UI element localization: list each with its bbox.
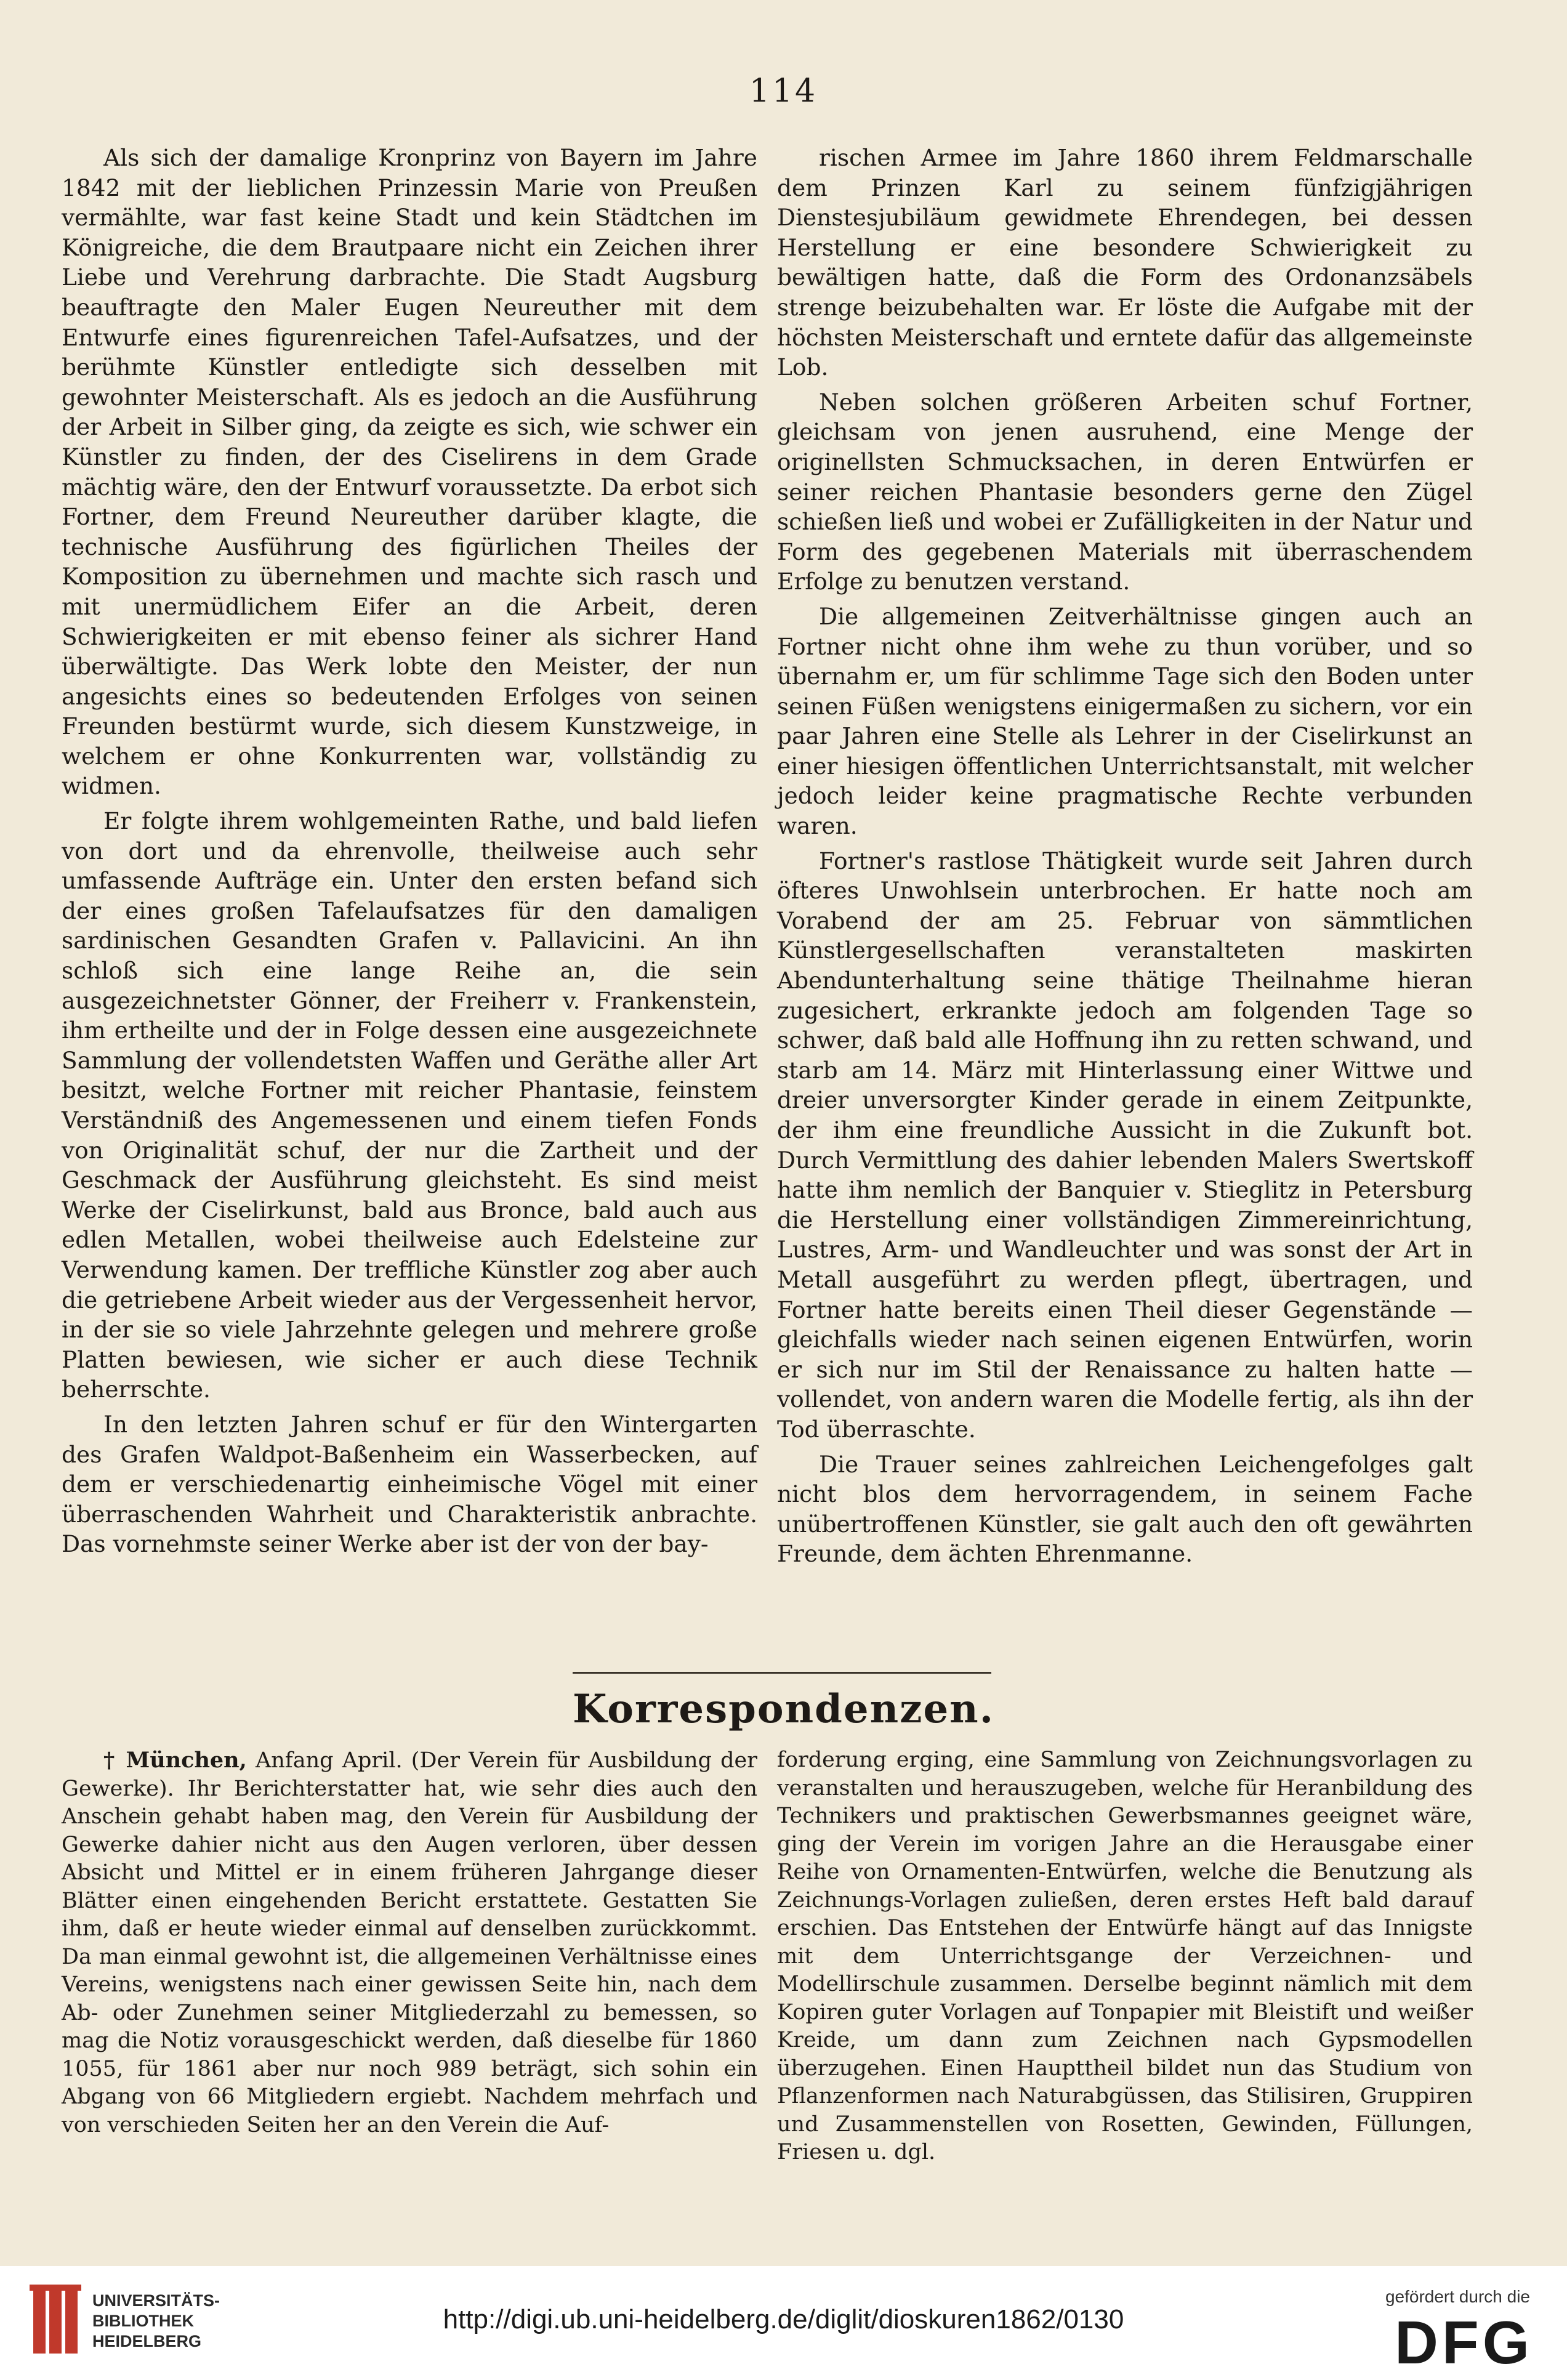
page-number: 114 [749,73,818,110]
section-divider [573,1672,991,1674]
correspondence-column-left [62,1746,757,2139]
funded-by-label: gefördert durch die [1385,2287,1530,2306]
paragraph: Neben solchen größeren Arbeiten schuf Fortner, gleichsam von jenen ausruhend, eine Menge der originellsten Schmucksachen, in deren Entwürfen er seiner reichen Phantasie besonders gerne den Zügel schießen ließ und wobei er Zufälligkeiten in der Natur und Form des gegebenen Materials mit überraschendem Erfolge zu benutzen verstand. [777,388,1473,595]
section-heading: Korrespondenzen. [573,1686,994,1732]
paragraph-text: Anfang April. (Der Verein für Ausbildung der Gewerke). Ihr Berichterstatter hat, wie sehr dies auch den Anschein gehabt haben mag, den Verein für Ausbildung der Gewerke dahier nicht aus den Augen verloren, über dessen Absicht und Mittel er in einem früheren Jahrgange dieser Blätter einen eingehenden Bericht erstattete. Gestatten Sie ihm, daß er heute wieder einmal auf denselben zurückkommt. Da man einmal gewohnt ist, die allgemeinen Verhältnisse eines Vereins, wenigstens nach einer gewissen Seite hin, nach dem Ab- oder Zunehmen seiner Mitgliederzahl zu bemessen, so mag die Notiz vorausgeschickt werden, daß dieselbe für 1860 1055, für 1861 aber nur noch 989 beträgt, sich sohin ein Abgang von 66 Mitgliedern ergiebt. Nachdem mehrfach und von verschieden Seiten her an den Verein die Auf- [62,1748,757,2137]
paragraph: Als sich der damalige Kronprinz von Bayern im Jahre 1842 mit der lieblichen Prinzessin Marie von Preußen vermählte, war fast keine Stadt und kein Städtchen im Königreiche, die dem Brautpaare nicht ein Zeichen ihrer Liebe und Verehrung darbrachte. Die Stadt Augsburg beauftragte den Maler Eugen Neureuther mit dem Entwurfe eines figurenreichen Tafel-Aufsatzes, und der berühmte Künstler entledigte sich desselben mit gewohnter Meisterschaft. Als es jedoch an die Ausführung der Arbeit in Silber ging, da zeigte es sich, wie schwer ein Künstler zu finden, der des Ciselirens in dem Grade mächtig wäre, den der Entwurf voraussetzte. Da erbot sich Fortner, dem Freund Neureuther darüber klagte, die technische Ausführung des figürlichen Theiles der Komposition zu übernehmen und machte sich rasch und mit unermüdlichem Eifer an die Arbeit, deren Schwierigkeiten er mit ebenso feiner als sichrer Hand überwältigte. Das Werk lobte den Meister, der nun angesichts eines so bedeutenden Erfolges von seinen Freunden bestürmt wurde, sich diesem Kunstzweige, in welchem er ohne Konkurrenten war, vollständig zu widmen. [62,144,757,800]
paragraph: In den letzten Jahren schuf er für den Wintergarten des Grafen Waldpot-Baßenheim ein Wasserbecken, auf dem er verschiedenartig einheimische Vögel mit einer überraschenden Wahrheit und Charakteristik anbrachte. Das vornehmste seiner Werke aber ist der von der bay- [62,1410,757,1558]
library-name-line: UNIVERSITÄTS- [92,2291,220,2310]
paragraph: Die Trauer seines zahlreichen Leichengefolges galt nicht blos dem hervorragendem, in seinem Fache unübertroffenen Künstler, sie galt auch den oft gewährten Freunde, dem ächten Ehrenmanne. [777,1450,1473,1568]
paragraph: Fortner's rastlose Thätigkeit wurde seit Jahren durch öfteres Unwohlsein unterbrochen. Er hatte noch am Vorabend der am 25. Februar von sämmtlichen Künstlergesellschaften veranstalteten maskirten Abendunterhaltung seine thätige Theilnahme hieran zugesichert, erkrankte jedoch am folgenden Tage so schwer, daß bald alle Hoffnung ihn zu retten schwand, und starb am 14. März mit Hinterlassung einer Wittwe und dreier unversorgter Kinder gerade in einem Zeitpunkte, der ihm eine freundliche Aussicht in die Zukunft bot. Durch Vermittlung des dahier lebenden Malers Swertskoff hatte ihm nemlich der Banquier v. Stieglitz in Petersburg die Herstellung einer vollständigen Zimmereinrichtung, Lustres, Arm- und Wandleuchter und was sonst der Art in Metall ausgeführt zu werden pflegt, übertragen, und Fortner hatte bereits einen Theil dieser Gegenstände — gleichfalls wieder nach seinen eigenen Entwürfen, worin er sich nur im Stil der Renaissance zu halten hatte — vollendet, von andern waren die Modelle fertig, als ihn der Tod überraschte. [777,847,1473,1443]
paragraph: Er folgte ihrem wohlgemeinten Rathe, und bald liefen von dort und da ehrenvolle, theilweise auch sehr umfassende Aufträge ein. Unter den ersten befand sich der eines großen Tafelaufsatzes für den damaligen sardinischen Gesandten Grafen v. Pallavicini. An ihn schloß sich eine lange Reihe an, die sein ausgezeichnetster Gönner, der Freiherr v. Frankenstein, ihm ertheilte und der in Folge dessen eine ausgezeichnete Sammlung der vollendetsten Waffen und Geräthe aller Art besitzt, welche Fortner mit reicher Phantasie, feinstem Verständniß des Angemessenen und einem tiefen Fonds von Originalität schuf, der nur die Zartheit und der Geschmack der Ausführung gleichsteht. Es sind meist Werke der Ciselirkunst, bald aus Bronce, bald auch aus edlen Metallen, wobei theilweise auch Edelsteine zur Verwendung kamen. Der treffliche Künstler zog aber auch die getriebene Arbeit wieder aus der Vergessenheit hervor, in der sie so viele Jahrzehnte gelegen und mehrere große Platten bewiesen, wie sicher er auch diese Technik beherrschte. [62,807,757,1403]
footer-bar [0,2266,1567,2380]
article-column-right [777,143,1473,1569]
source-url-link[interactable]: http://digi.ub.uni-heidelberg.de/diglit/dioskuren1862/0130 [443,2304,1124,2334]
correspondence-column-right [777,1746,1473,2167]
dateline: † München, [103,1748,247,1773]
library-name-line: HEIDELBERG [92,2332,202,2350]
dfg-logo: DFG [1395,2309,1533,2376]
paragraph [62,1746,757,2139]
paragraph: Die allgemeinen Zeitverhältnisse gingen auch an Fortner nicht ohne ihm wehe zu thun vorüber, und so übernahm er, um für schlimme Tage sich den Boden unter seinen Füßen wenigstens einigermaßen zu sichern, vor ein paar Jahren eine Stelle als Lehrer in der Ciselirkunst an einer hiesigen öffentlichen Unterrichtsanstalt, mit welcher jedoch leider keine pragmatische Rechte verbunden waren. [777,602,1473,840]
paragraph: forderung erging, eine Sammlung von Zeichnungsvorlagen zu veranstalten und herauszugeben, welche für Heranbildung des Technikers und praktischen Gewerbsmannes geeignet wäre, ging der Verein im vorigen Jahre an die Herausgabe einer Reihe von Ornamenten-Entwürfen, welche die Benutzung als Zeichnungs-Vorlagen zuließen, deren erstes Heft bald darauf erschien. Das Entstehen der Entwürfe hängt auf das Innigste mit dem Unterrichtsgange der Verzeichnen- und Modellirschule zusammen. Derselbe beginnt nämlich mit dem Kopiren guter Vorlagen auf Tonpapier mit Bleistift und weißer Kreide, um dann zum Zeichnen nach Gypsmodellen überzugehen. Einen Haupttheil bildet nun das Studium von Pflanzenformen nach Naturabgüssen, das Stilisiren, Gruppiren und Zusammenstellen von Rosetten, Gewinden, Füllungen, Friesen u. dgl. [777,1748,1473,2164]
library-name-line: BIBLIOTHEK [92,2312,194,2330]
paragraph: rischen Armee im Jahre 1860 ihrem Feldmarschalle dem Prinzen Karl zu seinem fünfzigjährigen Dienstesjubiläum gewidmete Ehrendegen, bei dessen Herstellung er eine besondere Schwierigkeit zu bewältigen hatte, daß die Form des Ordonanzsäbels strenge beizubehalten war. Er löste die Aufgabe mit der höchsten Meisterschaft und erntete dafür das allgemeinste Lob. [777,144,1473,381]
article-column-left [62,143,757,1559]
